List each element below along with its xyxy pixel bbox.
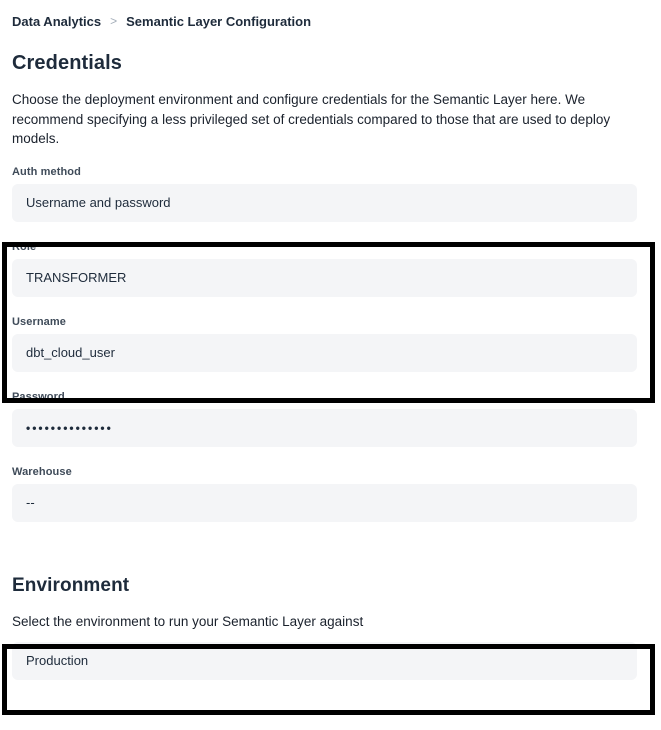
- environment-heading: Environment: [12, 574, 130, 596]
- warehouse-label: Warehouse: [12, 465, 72, 478]
- breadcrumb-item-semantic-layer-configuration[interactable]: Semantic Layer Configuration: [126, 14, 312, 29]
- auth-method-label: Auth method: [12, 165, 81, 178]
- role-field-group: [12, 241, 637, 297]
- password-field-group: [12, 391, 637, 447]
- breadcrumb-separator-icon: >: [110, 14, 118, 28]
- environment-input[interactable]: Production: [12, 642, 637, 680]
- role-label: Role: [12, 240, 37, 253]
- breadcrumb: [12, 14, 637, 29]
- password-input[interactable]: ••••••••••••••: [12, 409, 637, 447]
- auth-method-input[interactable]: Username and password: [12, 184, 637, 222]
- warehouse-field-group: [12, 466, 637, 522]
- auth-method-field-group: [12, 166, 637, 222]
- credentials-description: Choose the deployment environment and configure credentials for the Semantic Layer here. We recommend specifying a less privileged set of credentials compared to those that are used to deploy models.: [12, 92, 611, 146]
- semantic-layer-config-page: [0, 14, 661, 680]
- username-label: Username: [12, 315, 66, 328]
- username-input[interactable]: dbt_cloud_user: [12, 334, 637, 372]
- breadcrumb-item-data-analytics[interactable]: Data Analytics: [12, 14, 102, 29]
- environment-description: Select the environment to run your Semantic Layer against: [12, 613, 364, 629]
- password-label: Password: [12, 390, 65, 403]
- environment-field-group: [12, 642, 637, 680]
- credentials-heading: Credentials: [12, 52, 123, 74]
- username-field-group: [12, 316, 637, 372]
- warehouse-input[interactable]: --: [12, 484, 637, 522]
- role-input[interactable]: TRANSFORMER: [12, 259, 637, 297]
